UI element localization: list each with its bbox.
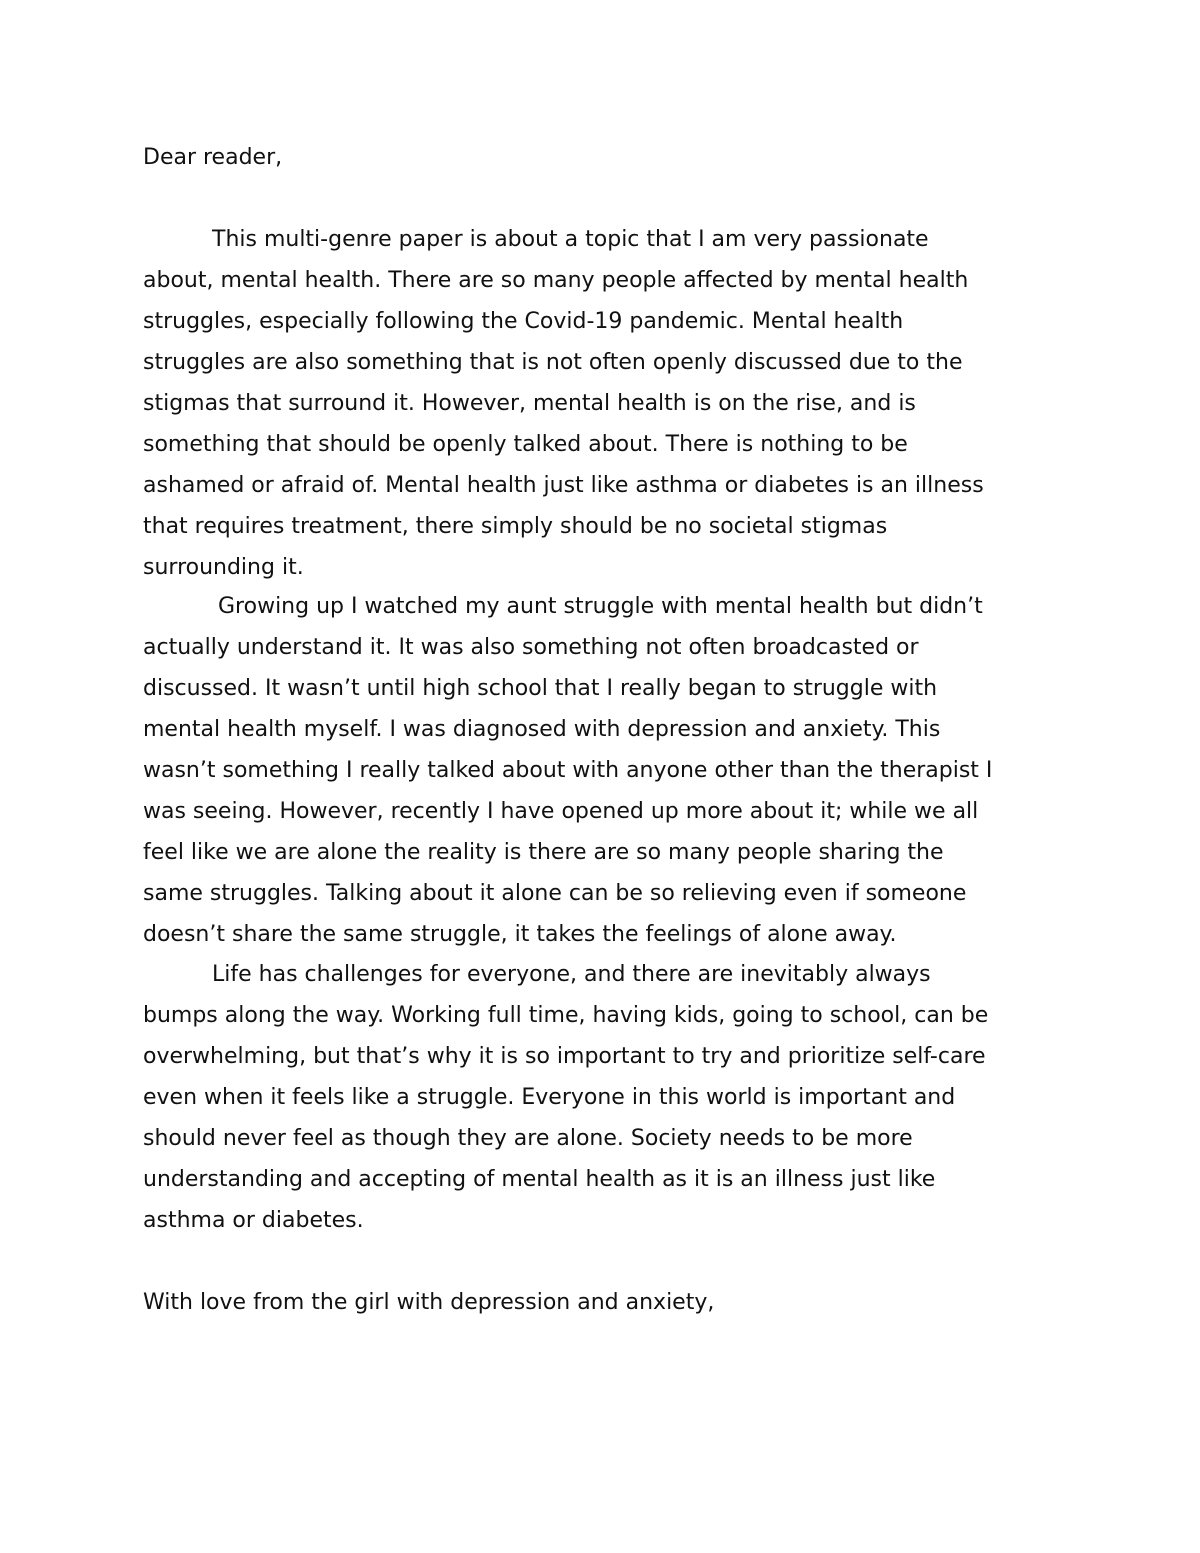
paragraph-line: actually understand it. It was also something not often broadcasted or (143, 635, 919, 660)
salutation-text: Dear reader, (143, 145, 283, 170)
paragraph-line: asthma or diabetes. (143, 1208, 364, 1233)
paragraph-line: wasn’t something I really talked about with anyone other than the therapist I (143, 758, 993, 783)
paragraph-line: should never feel as though they are alone. Society needs to be more (143, 1126, 913, 1151)
paragraph-line: mental health myself. I was diagnosed with depression and anxiety. This (143, 717, 941, 742)
paragraph-line: was seeing. However, recently I have opened up more about it; while we all (143, 799, 979, 824)
paragraph-line: understanding and accepting of mental health as it is an illness just like (143, 1167, 936, 1192)
paragraph-line: struggles, especially following the Covid-19 pandemic. Mental health (143, 309, 904, 334)
paragraph-line: doesn’t share the same struggle, it takes the feelings of alone away. (143, 922, 897, 947)
paragraph-line: stigmas that surround it. However, mental health is on the rise, and is (143, 391, 916, 416)
paragraph-line: ashamed or afraid of. Mental health just like asthma or diabetes is an illness (143, 473, 984, 498)
paragraph-line: surrounding it. (143, 555, 304, 580)
paragraph-personal (143, 586, 1073, 955)
paragraph-line: same struggles. Talking about it alone can be so relieving even if someone (143, 881, 967, 906)
paragraph-line: bumps along the way. Working full time, having kids, going to school, can be (143, 1003, 989, 1028)
paragraph-line: discussed. It wasn’t until high school that I really began to struggle with (143, 676, 938, 701)
paragraph-line: even when it feels like a struggle. Everyone in this world is important and (143, 1085, 956, 1110)
paragraph-line: This multi-genre paper is about a topic that I am very passionate (212, 227, 929, 252)
paragraph-line: overwhelming, but that’s why it is so important to try and prioritize self-care (143, 1044, 986, 1069)
closing-text: With love from the girl with depression and anxiety, (143, 1290, 715, 1315)
paragraph-line: about, mental health. There are so many people affected by mental health (143, 268, 969, 293)
paragraph-line: that requires treatment, there simply should be no societal stigmas (143, 514, 888, 539)
paragraph-line: struggles are also something that is not often openly discussed due to the (143, 350, 963, 375)
paragraph-conclusion (143, 954, 1073, 1241)
letter-salutation (143, 137, 1073, 178)
paragraph-line: feel like we are alone the reality is there are so many people sharing the (143, 840, 944, 865)
paragraph-intro (143, 219, 1073, 588)
letter-closing (143, 1282, 1073, 1323)
paragraph-line: Growing up I watched my aunt struggle with mental health but didn’t (218, 594, 983, 619)
paragraph-line: Life has challenges for everyone, and there are inevitably always (212, 962, 931, 987)
paragraph-line: something that should be openly talked about. There is nothing to be (143, 432, 908, 457)
